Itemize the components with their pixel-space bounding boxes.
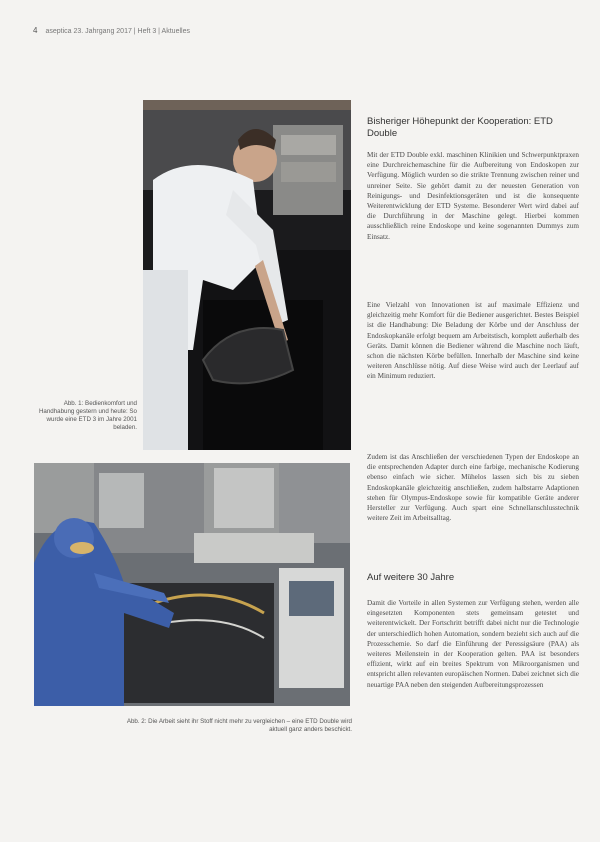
figure-caption-2: Abb. 2: Die Arbeit sieht ihr Stoff nicht mehr zu vergleichen – eine ETD Double wird aktuell ganz anders beschickt. xyxy=(126,718,352,733)
page-number: 4 xyxy=(33,26,38,35)
article-paragraph-2 xyxy=(367,300,579,382)
running-header xyxy=(33,26,190,35)
running-title: aseptica 23. Jahrgang 2017 | Heft 3 | Aktuelles xyxy=(45,28,190,35)
paragraph-text: Mit der ETD Double exkl. maschinen Klinikien und Schwerpunktpraxen eine Durchreichemaschine für die Aufbereitung von Endoskopen zur Verfügung. Möglich wurden so die strikte Trennung zwischen reiner und unreiner Seite. Sie gehört damit zu der neuesten Generation von Reinigungs- und Desinfektionsgeräten und ist die konsequente Weiterentwicklung der ETD Systeme. Besonderer Wert wird dabei auf die Durchführung in der Maschine gelegt. Hierbei kommen ausschließlich reine Endoskope und keine sogenannten Dummys zum Einsatz. xyxy=(367,151,579,241)
article-heading-2: Auf weitere 30 Jahre xyxy=(367,572,455,583)
paragraph-text: Zudem ist das Anschließen der verschiedenen Typen der Endoskope an die entsprechenden Adapter durch eine farbige, mechanische Kodierung ebenso einfach wie sicher. Mühelos lassen sich bis zu sieben Endoskopkanäle gleichzeitig anschließen, zudem halbstarre Adaptionen stehen für Olympus-Endoskope sowie für kompatible Geräte anderer Hersteller zur Verfügung. Auch spart eine Schnellanschlusstechnik weitere Zeit im Arbeitsalltag. xyxy=(367,453,579,523)
paragraph-text: Eine Vielzahl von Innovationen ist auf maximale Effizienz und gleichzeitig mehr Komfort für die Bediener ausgerichtet. Bestes Beispiel ist die Handhabung: Die Beladung der Körbe und der Anschluss der Endoskopkanäle erfolgt bequem am Arbeitstisch, komplett außerhalb des Geräts. Damit können die Bediener während die Maschine noch läuft, schon die nächsten Körbe befüllen. Innerhalb der Maschine sind keine weiteren Anschlüsse nötig. Auf diese Weise wird auch der Leerlauf auf ein Minimum reduziert. xyxy=(367,301,579,381)
article-paragraph-4 xyxy=(367,598,579,690)
photo-technician-loading xyxy=(143,100,351,450)
photo-cleanroom-image xyxy=(34,463,350,706)
photo-technician-image xyxy=(143,100,351,450)
article-paragraph-1 xyxy=(367,150,579,242)
paragraph-text: Damit die Vorteile in allen Systemen zur Verfügung stehen, werden alle eingesetzten Komponenten stets gemeinsam getestet und weiterentwickelt. Der Fortschritt betrifft dabei nicht nur die Technologie der unterschiedlich hohen Automation, sondern bezieht sich auch auf die Prozesschemie. So darf die Einführung der Peressigsäure (PAA) als weiteres Meilenstein in der Kooperation gelten. PAA ist besonders effizient, wirkt auf ein breites Spektrum von Mikroorganismen und entspricht allen relevanten europäischen Normen. Dabei zeichnet sich die neuartige PAA neben den steigenden Aufbereitungsprozessen xyxy=(367,599,579,689)
article-heading-1: Bisheriger Höhepunkt der Kooperation: ETD Double xyxy=(367,116,553,139)
article-paragraph-3 xyxy=(367,452,579,523)
figure-caption-1: Abb. 1: Bedienkomfort und Handhabung gestern und heute: So wurde eine ETD 3 im Jahre 2001 beladen. xyxy=(38,400,137,431)
photo-cleanroom-worker xyxy=(34,463,350,706)
